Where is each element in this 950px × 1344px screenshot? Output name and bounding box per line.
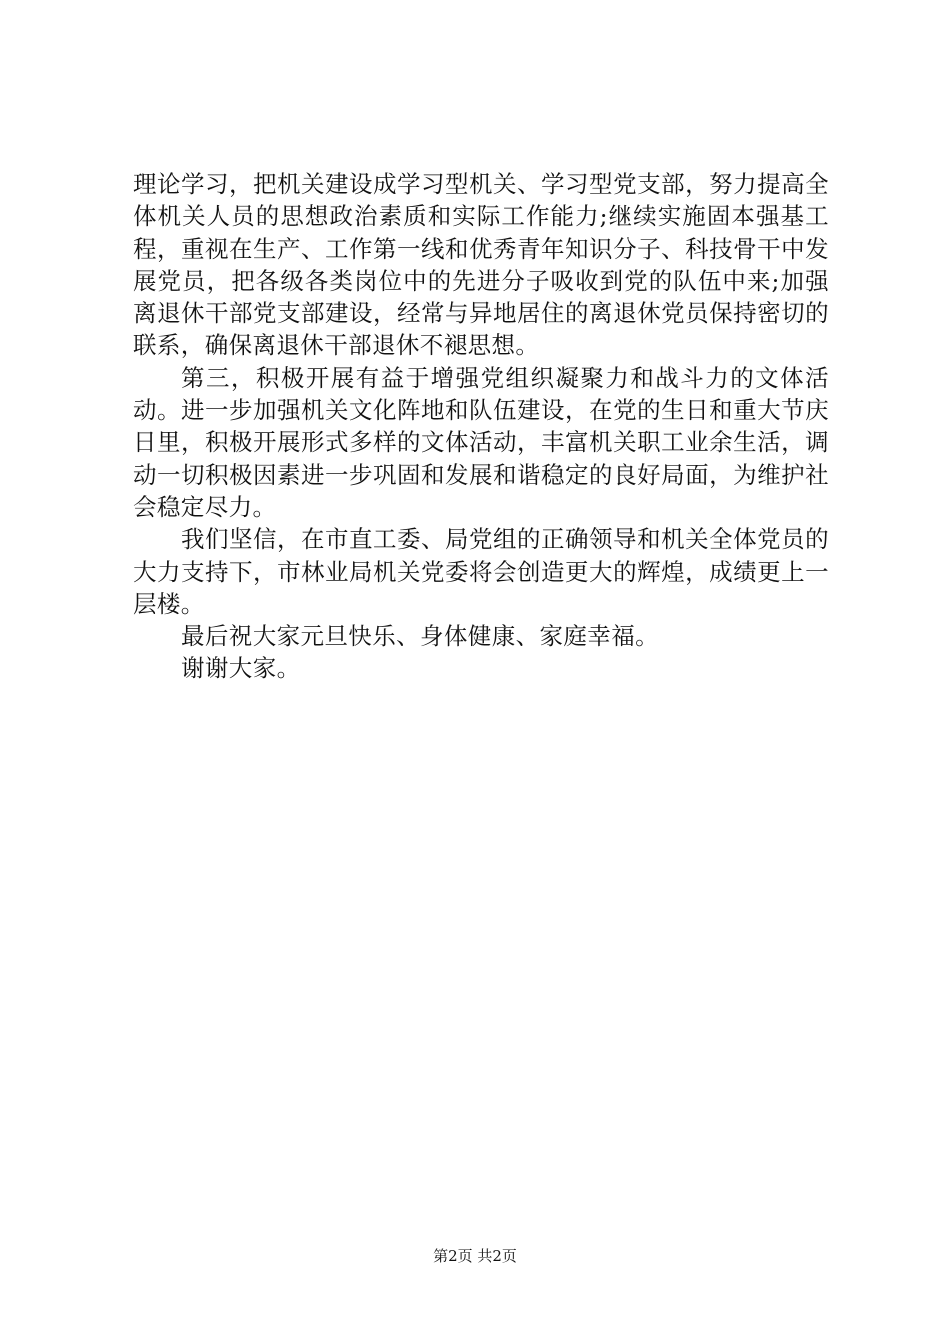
page-footer	[0, 1246, 950, 1266]
paragraph-continuation: 理论学习，把机关建设成学习型机关、学习型党支部，努力提高全体机关人员的思想政治素质和实际工作能力;继续实施固本强基工程，重视在生产、工作第一线和优秀青年知识分子、科技骨干中发展党员，把各级各类岗位中的先进分子吸收到党的队伍中来;加强离退休干部党支部建设，经常与异地居住的离退休党员保持密切的联系，确保离退休干部退休不褪思想。	[133, 170, 829, 360]
paragraph-thanks: 谢谢大家。	[181, 654, 301, 683]
paragraph-wishes: 最后祝大家元旦快乐、身体健康、家庭幸福。	[181, 622, 659, 651]
page-number: 第2页 共2页	[433, 1247, 517, 1265]
paragraph-confidence: 我们坚信，在市直工委、局党组的正确领导和机关全体党员的大力支持下，市林业局机关党委将会创造更大的辉煌，成绩更上一层楼。	[133, 525, 829, 618]
document-body	[133, 168, 829, 685]
paragraph-third-point: 第三，积极开展有益于增强党组织凝聚力和战斗力的文体活动。进一步加强机关文化阵地和队伍建设，在党的生日和重大节庆日里，积极开展形式多样的文体活动，丰富机关职工业余生活，调动一切积极因素进一步巩固和发展和谐稳定的良好局面，为维护社会稳定尽力。	[133, 363, 829, 521]
